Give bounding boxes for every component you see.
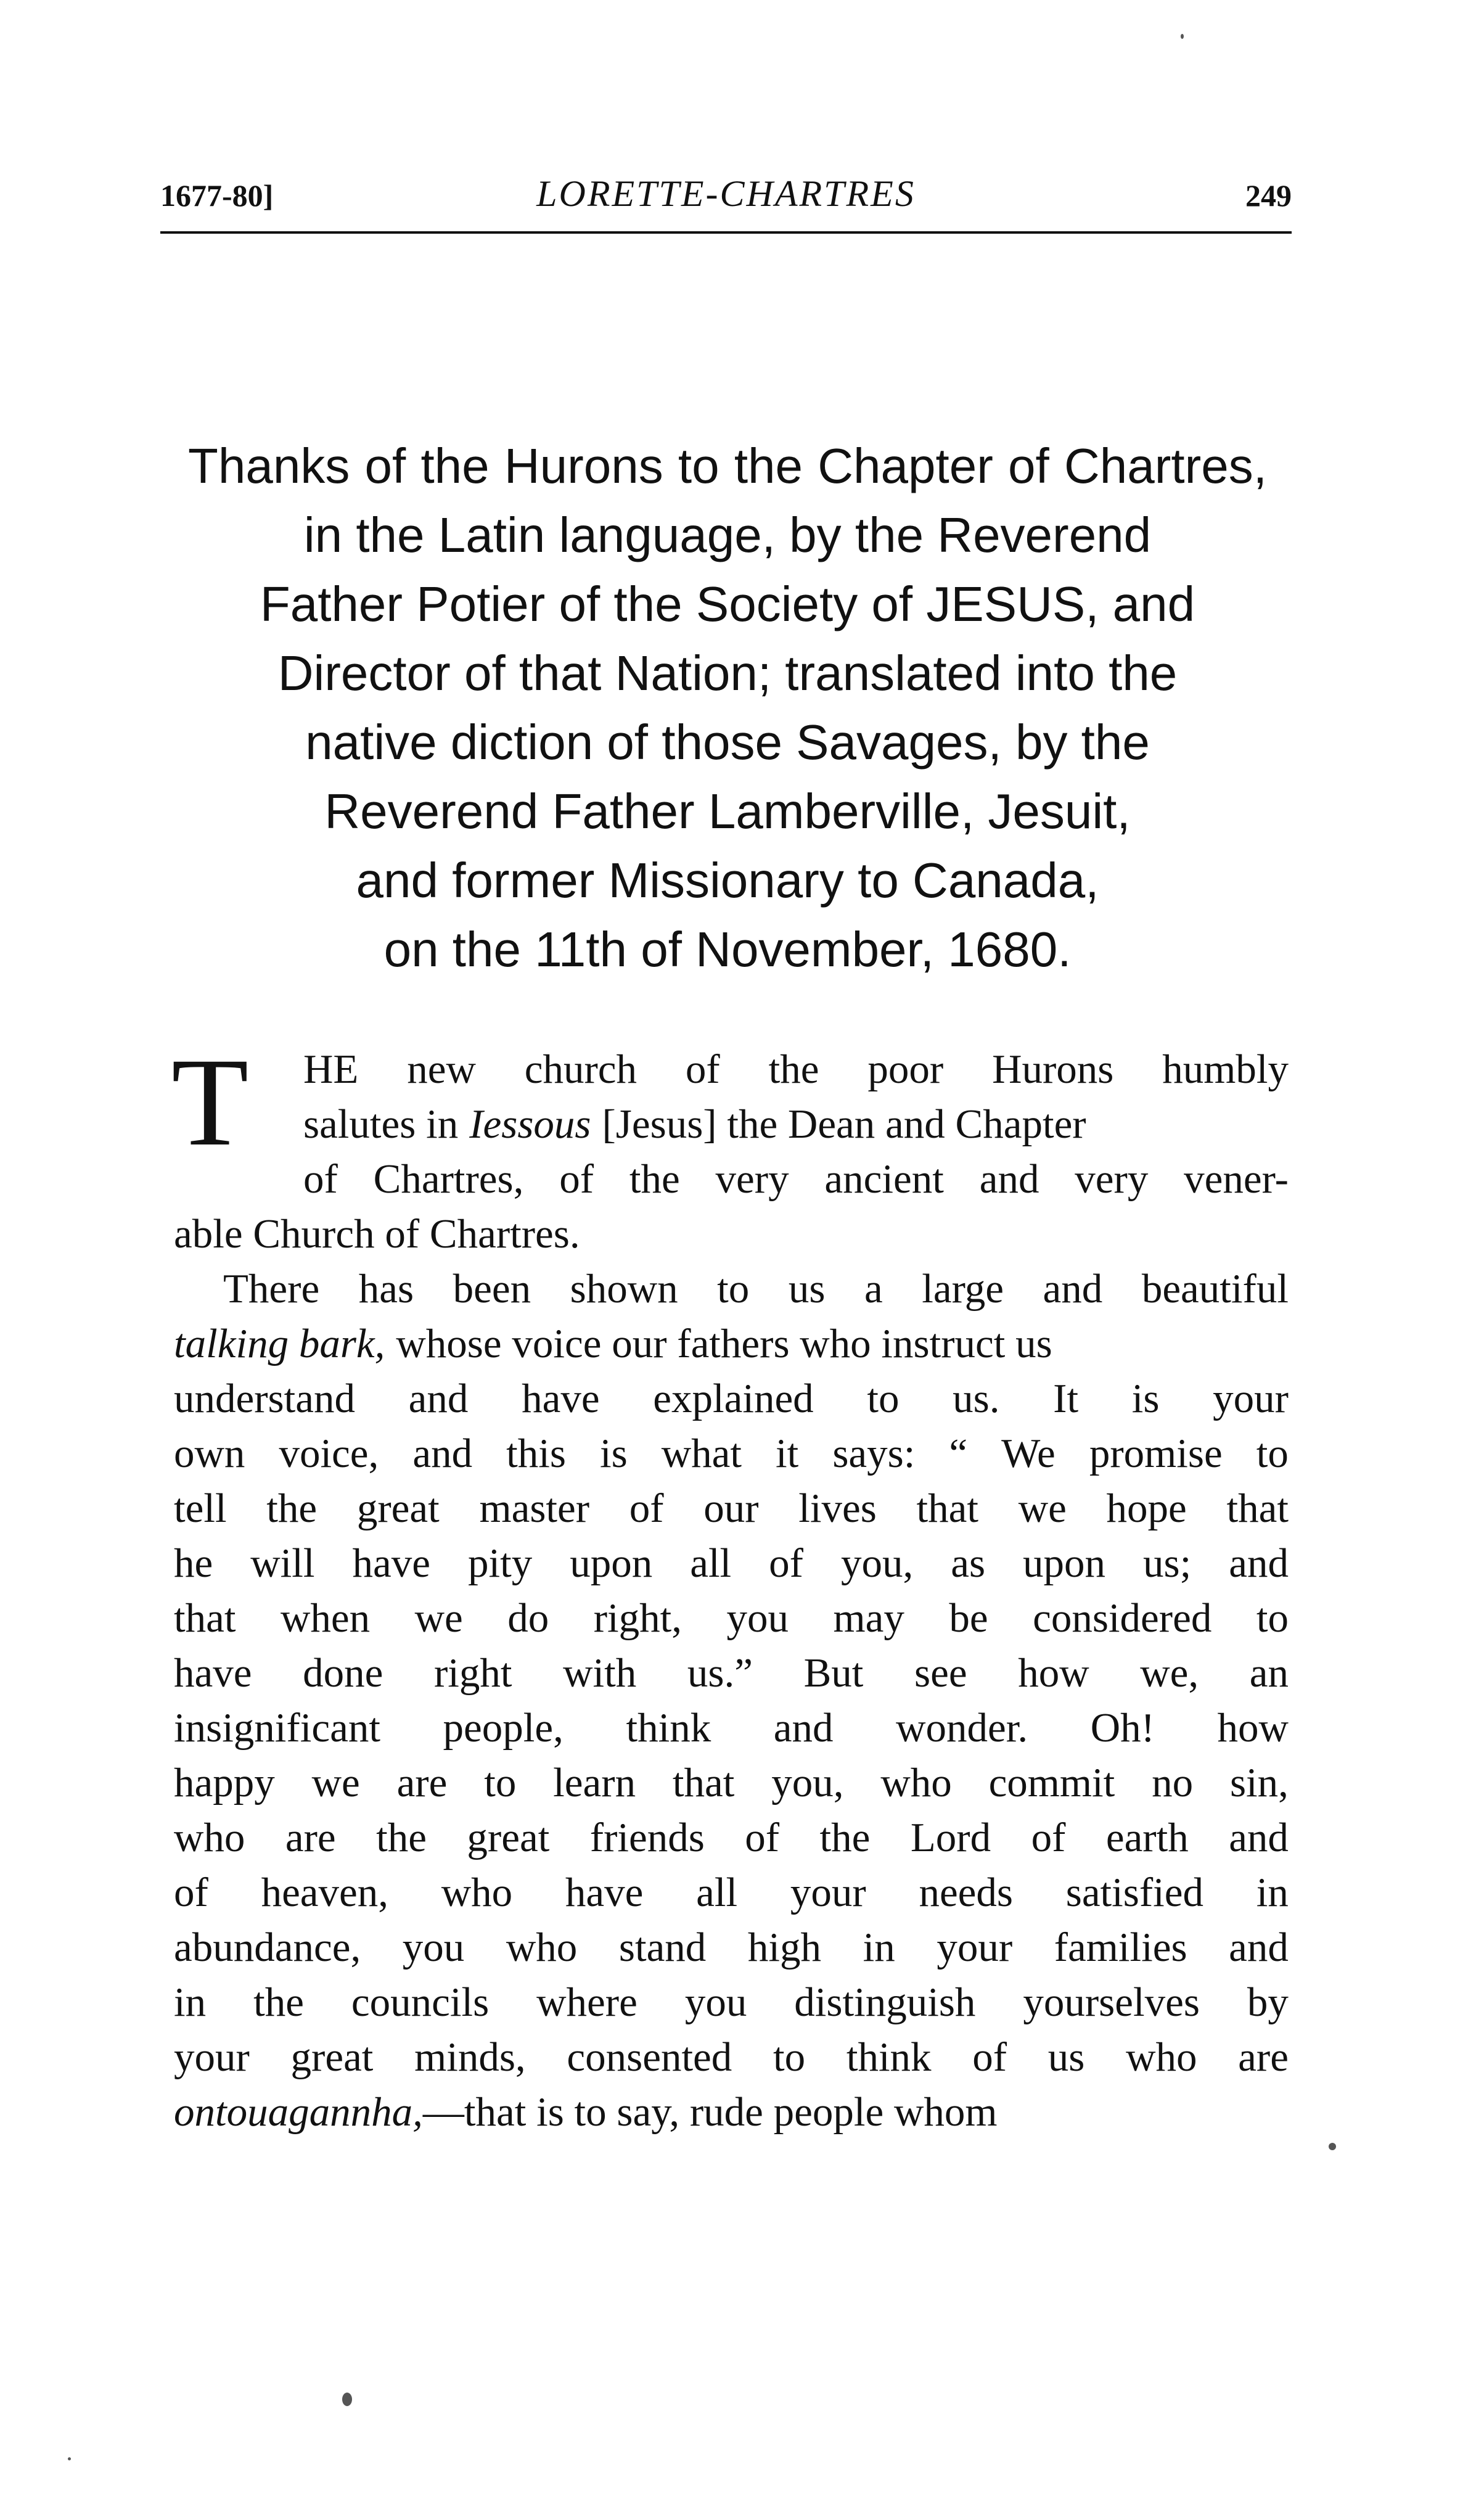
word: are [396, 1760, 448, 1806]
word: very [715, 1156, 789, 1202]
word: consented [567, 2034, 732, 2080]
word: abundance, [174, 1925, 361, 1970]
word: your [1213, 1376, 1289, 1421]
word: have [352, 1540, 430, 1586]
para2-line13 [174, 1920, 1289, 1975]
word: have [522, 1376, 600, 1421]
word: see [914, 1650, 967, 1696]
word: great [290, 2034, 374, 2080]
word: it [776, 1431, 799, 1476]
word: But [803, 1650, 864, 1696]
word: when [280, 1595, 371, 1641]
word: think [846, 2034, 932, 2080]
word: of [1008, 438, 1049, 493]
word: insignificant [174, 1705, 380, 1751]
word: ancient [824, 1156, 944, 1202]
para2-line2-italic: talking bark, [174, 1321, 385, 1366]
word: is [1131, 1376, 1160, 1421]
word: is [599, 1431, 628, 1476]
word: master [479, 1485, 590, 1531]
word: to [484, 1760, 517, 1806]
word: has [358, 1266, 414, 1312]
word: of [745, 1815, 780, 1860]
body-line [174, 1371, 1289, 1426]
body-line [303, 1152, 1289, 1207]
word: no [1152, 1760, 1194, 1806]
word: explained [653, 1376, 814, 1421]
word: beautiful [1141, 1266, 1289, 1312]
word: and [412, 1431, 473, 1476]
word: think [626, 1705, 711, 1751]
word: tell [174, 1485, 227, 1531]
word: that [672, 1760, 735, 1806]
para1-line2-pre: salutes in [303, 1101, 459, 1147]
word: that [174, 1595, 236, 1641]
word: families [1054, 1925, 1187, 1970]
word: we [311, 1760, 360, 1806]
word: by [1247, 1979, 1289, 2025]
body-line [174, 1701, 1289, 1756]
word: the [629, 1156, 680, 1202]
body-line [303, 1042, 1289, 1097]
print-speck [1329, 2143, 1336, 2150]
word: he [174, 1540, 213, 1586]
word: understand [174, 1376, 355, 1421]
heading-line-3: Father Potier of the Society of JESUS, and [260, 577, 1195, 631]
body-text [171, 1032, 1289, 2140]
word: as [951, 1540, 986, 1586]
word: and [773, 1705, 834, 1751]
body-line [174, 2085, 1289, 2140]
heading-line-6: Reverend Father Lamberville, Jesuit, [324, 784, 1131, 839]
body-line [174, 1591, 1289, 1646]
header-years: 1677-80] [160, 178, 274, 213]
word: be [949, 1595, 988, 1641]
word: wonder. [896, 1705, 1028, 1751]
heading-line-5: native diction of those Savages, by the [305, 715, 1150, 770]
word: of [629, 1485, 664, 1531]
word: who [880, 1760, 952, 1806]
body-line [174, 1207, 1289, 1262]
word: who [1126, 2034, 1197, 2080]
word: you [684, 1979, 747, 2025]
body-line [174, 1481, 1289, 1536]
word: the [376, 1815, 427, 1860]
para2-line6 [174, 1536, 1289, 1591]
word: are [285, 1815, 336, 1860]
word: pity [467, 1540, 533, 1586]
word: earth [1105, 1815, 1189, 1860]
word: we, [1140, 1650, 1199, 1696]
word: you [402, 1925, 465, 1970]
word: a [864, 1266, 883, 1312]
word: to [678, 438, 719, 493]
word: that [1226, 1485, 1289, 1531]
word: right [433, 1650, 512, 1696]
word: learn [553, 1760, 636, 1806]
word: of [559, 1156, 594, 1202]
print-speck [342, 2393, 352, 2406]
word: will [250, 1540, 315, 1586]
word: Lord [910, 1815, 991, 1860]
word: you, [771, 1760, 844, 1806]
word: high [747, 1925, 822, 1970]
word: us [788, 1266, 826, 1312]
para2-line2-post: whose voice our fathers who instruct us [396, 1321, 1052, 1366]
word: yourselves [1023, 1979, 1200, 2025]
heading-line-7: and former Missionary to Canada, [356, 853, 1099, 908]
word: upon [1023, 1540, 1106, 1586]
word: upon [570, 1540, 653, 1586]
word: the [768, 1046, 819, 1092]
para2-line14 [174, 1975, 1289, 2030]
body-line [174, 1536, 1289, 1591]
para2-line4 [174, 1426, 1289, 1481]
word: who [441, 1870, 513, 1915]
para2-line10 [174, 1756, 1289, 1810]
body-line [174, 2030, 1289, 2085]
word: may [833, 1595, 904, 1641]
word: commit [988, 1760, 1115, 1806]
para2-line8 [174, 1646, 1289, 1701]
word: and [1229, 1540, 1289, 1586]
word: of [174, 1870, 208, 1915]
word: great [467, 1815, 550, 1860]
para1-line2-italic: Iessous [469, 1101, 591, 1147]
word: voice, [279, 1431, 379, 1476]
word: in [1256, 1870, 1289, 1915]
word: great [356, 1485, 440, 1531]
word: needs [919, 1870, 1013, 1915]
word: how [1018, 1650, 1089, 1696]
word: to [1256, 1595, 1289, 1641]
word: the [420, 438, 490, 493]
para2-line16-italic: ontouagannha, [174, 2089, 423, 2135]
word: you, [840, 1540, 914, 1586]
word: and [1043, 1266, 1103, 1312]
heading-line-8: on the 11th of November, 1680. [383, 922, 1072, 977]
word: hope [1106, 1485, 1187, 1531]
word: friends [589, 1815, 705, 1860]
word: and [1229, 1815, 1289, 1860]
word: in [863, 1925, 895, 1970]
body-line [174, 1865, 1289, 1920]
word: Hurons [504, 438, 663, 493]
word: our [703, 1485, 759, 1531]
word: what [661, 1431, 742, 1476]
word: Oh! [1090, 1705, 1155, 1751]
para1-line1 [303, 1042, 1289, 1097]
word: have [565, 1870, 644, 1915]
word: minds, [414, 2034, 526, 2080]
word: “ [949, 1431, 968, 1476]
word: says: [832, 1431, 916, 1476]
body-line [303, 1097, 1289, 1152]
word: the [819, 1815, 871, 1860]
word: the [253, 1979, 304, 2025]
word: humbly [1162, 1046, 1289, 1092]
word: promise [1089, 1431, 1223, 1476]
word: who [506, 1925, 578, 1970]
word: new [407, 1046, 476, 1092]
header-title: LORETTE-CHARTRES [536, 173, 916, 214]
word: Chartres, [373, 1156, 524, 1202]
para2-line16-post: —that is to say, rude people whom [422, 2089, 998, 2135]
word: the [266, 1485, 318, 1531]
word: Chartres, [1064, 438, 1267, 493]
word: It [1053, 1376, 1079, 1421]
word: where [536, 1979, 637, 2025]
word: to [1256, 1431, 1289, 1476]
word: us [1047, 2034, 1085, 2080]
word: satisfied [1065, 1870, 1204, 1915]
word: to [867, 1376, 900, 1421]
word: of [769, 1540, 803, 1586]
word: and [979, 1156, 1039, 1202]
para2-line1 [223, 1262, 1289, 1317]
word: your [174, 2034, 250, 2080]
body-line [174, 1975, 1289, 2030]
word: and [408, 1376, 469, 1421]
body-line [223, 1262, 1289, 1317]
word: do [507, 1595, 549, 1641]
heading-line-2: in the Latin language, by the Reverend [303, 507, 1152, 562]
para2-line7 [174, 1591, 1289, 1646]
word: the [734, 438, 803, 493]
header-rule [160, 231, 1292, 234]
word: all [696, 1870, 738, 1915]
print-speck [68, 2457, 71, 2460]
word: vener- [1184, 1156, 1289, 1202]
print-speck [1181, 34, 1184, 39]
word: that [916, 1485, 979, 1531]
para1-line4: able Church of Chartres. [174, 1211, 580, 1257]
word: people, [443, 1705, 564, 1751]
word: distinguish [794, 1979, 976, 2025]
body-line [174, 1920, 1289, 1975]
para1-line2-post: [Jesus] the Dean and Chapter [602, 1101, 1086, 1147]
body-line [174, 1810, 1289, 1865]
word: you [726, 1595, 789, 1641]
para2-line5 [174, 1481, 1289, 1536]
document-heading [148, 432, 1307, 984]
word: HE [303, 1046, 359, 1092]
body-line [174, 1426, 1289, 1481]
word: considered [1033, 1595, 1212, 1641]
heading-line-4: Director of that Nation; translated into the [277, 646, 1178, 701]
para2-line9 [174, 1701, 1289, 1756]
word: poor [867, 1046, 944, 1092]
word: in [174, 1979, 207, 2025]
word: church [524, 1046, 637, 1092]
word: been [453, 1266, 531, 1312]
word: who [174, 1815, 245, 1860]
word: done [303, 1650, 383, 1696]
word: of [1031, 1815, 1066, 1860]
para2-line12 [174, 1865, 1289, 1920]
para2-line3 [174, 1371, 1289, 1426]
word: how [1217, 1705, 1289, 1751]
word: and [1229, 1925, 1289, 1970]
word: all [690, 1540, 732, 1586]
word: have [174, 1650, 252, 1696]
word: us; [1143, 1540, 1192, 1586]
word: of [972, 2034, 1007, 2080]
word: we [1018, 1485, 1067, 1531]
para2-line11 [174, 1810, 1289, 1865]
word: We [1001, 1431, 1056, 1476]
word: There [223, 1266, 320, 1312]
word: own [174, 1431, 245, 1476]
word: are [1238, 2034, 1289, 2080]
word: to [773, 2034, 806, 2080]
word: councils [351, 1979, 490, 2025]
word: lives [798, 1485, 877, 1531]
word: your [790, 1870, 866, 1915]
word: an [1249, 1650, 1289, 1696]
word: very [1075, 1156, 1149, 1202]
word: we [414, 1595, 463, 1641]
word: to [717, 1266, 750, 1312]
heading-line-1 [188, 432, 1267, 501]
word: of [685, 1046, 720, 1092]
word: us.” [687, 1650, 753, 1696]
para1-line3 [303, 1152, 1289, 1207]
drop-cap: T [171, 1032, 249, 1172]
word: right, [593, 1595, 683, 1641]
word: with [563, 1650, 637, 1696]
word: stand [618, 1925, 707, 1970]
word: Hurons [992, 1046, 1114, 1092]
word: of [303, 1156, 338, 1202]
body-line [174, 1646, 1289, 1701]
word: Thanks [188, 438, 350, 493]
word: Chapter [818, 438, 993, 493]
word: happy [174, 1760, 275, 1806]
word: sin, [1229, 1760, 1289, 1806]
word: heaven, [261, 1870, 389, 1915]
running-header [160, 166, 1292, 216]
page-number: 249 [1245, 178, 1292, 213]
word: your [937, 1925, 1013, 1970]
word: shown [570, 1266, 678, 1312]
word: large [922, 1266, 1004, 1312]
body-line [174, 1756, 1289, 1810]
para2-line15 [174, 2030, 1289, 2085]
word: this [506, 1431, 566, 1476]
word: us. [953, 1376, 1000, 1421]
body-line [174, 1317, 1289, 1371]
word: of [364, 438, 406, 493]
